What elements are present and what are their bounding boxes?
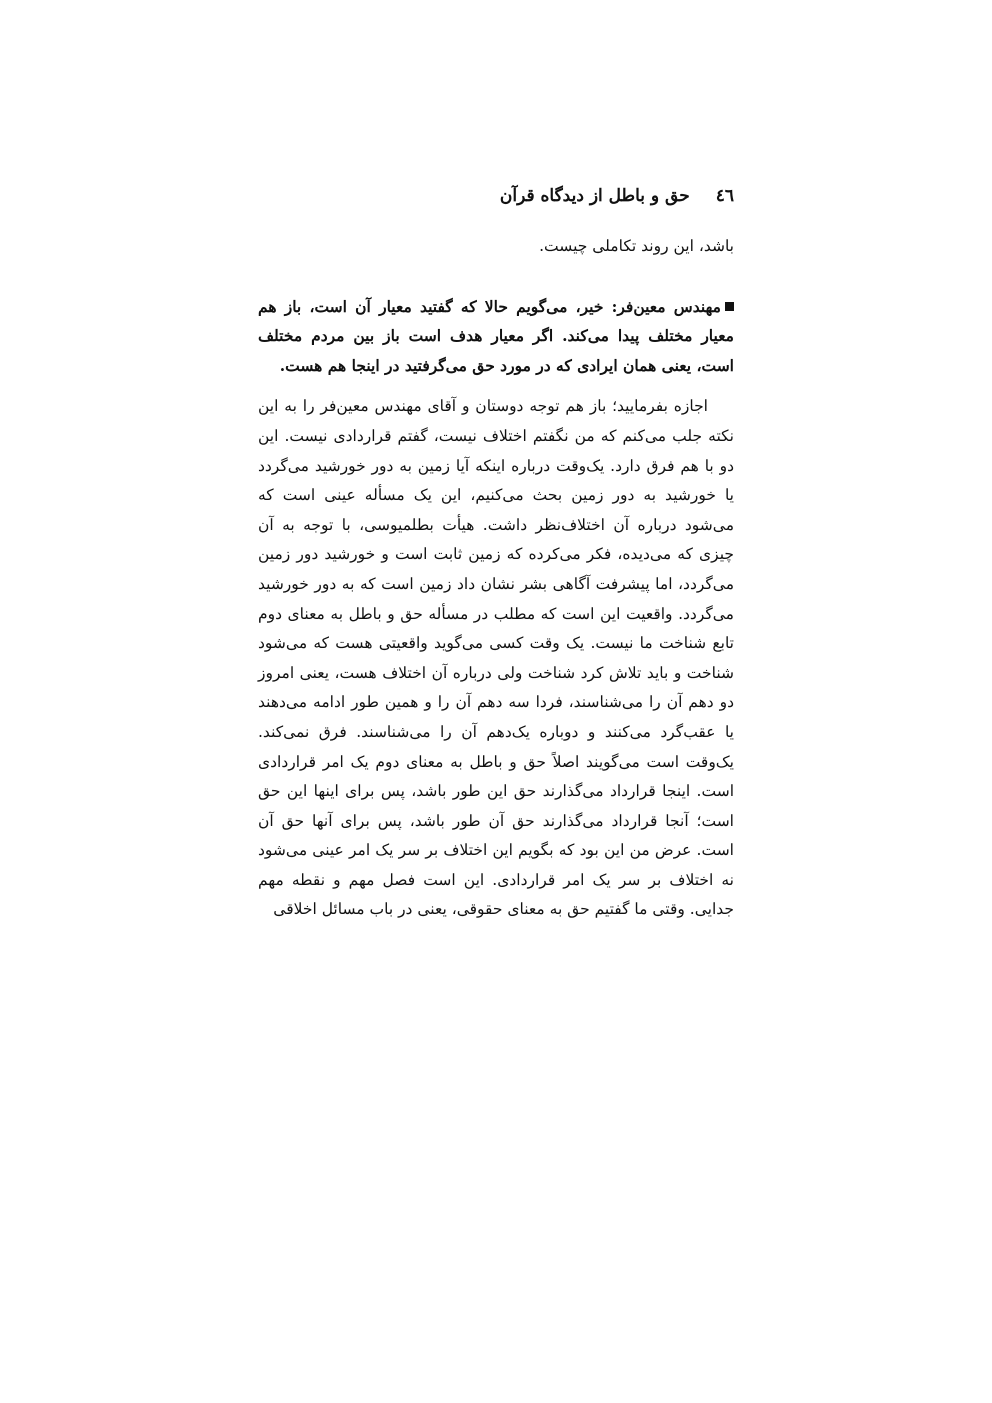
book-title: حق و باطل از دیدگاه قرآن — [499, 186, 690, 206]
question-text: مهندس معین‌فر: خیر، می‌گویم حالا که گفتید معیار آن است، باز هم معیار مختلف پیدا می‌کند. اگر معیار هدف است باز بین مردم مختلف است، یعنی همان ایرادی که در مورد حق می‌گرفتید در اینجا هم هست. — [258, 296, 734, 375]
square-bullet-icon — [725, 302, 734, 311]
answer-paragraph: اجازه بفرمایید؛ باز هم توجه دوستان و آقای مهندس معین‌فر را به این نکته جلب می‌کنم که من نگفتم اختلاف نیست، گفتم قراردادی نیست. این دو با هم فرق دارد. یک‌وقت درباره اینکه آیا زمین به دور خورشید می‌گردد یا خورشید به دور زمین بحث می‌کنیم، این یک مسأله عینی است که می‌شود درباره آن اختلاف‌نظر داشت. هیأت بطلمیوسی، با توجه به آن چیزی که می‌دیده، فکر می‌کرده که زمین ثابت است و خورشید دور زمین می‌گردد، اما پیشرفت آگاهی بشر نشان داد زمین است که به دور خورشید می‌گردد. واقعیت این است که مطلب در مسأله حق و باطل به معنای دوم تابع شناخت ما نیست. یک وقت کسی می‌گوید واقعیتی هست که می‌شود شناخت و باید تلاش کرد شناخت ولی درباره آن اختلاف هست، یعنی امروز دو دهم آن را می‌شناسند، فردا سه دهم آن را و همین طور ادامه می‌دهند یا عقب‌گرد می‌کنند و دوباره یک‌دهم آن را می‌شناسند. فرق نمی‌کند. یک‌وقت است می‌گویند اصلاً حق و باطل به معنای دوم یک امر قراردادی است. اینجا قرارداد می‌گذارند حق این طور باشد، پس برای اینها این حق است؛ آنجا قرارداد می‌گذارند حق آن طور باشد، پس برای آنها حق آن است. عرض من این بود که بگویم این اختلاف بر سر یک امر عینی می‌شود نه اختلاف بر سر یک امر قراردادی. این است فصل مهم و نقطه مهم جدایی. وقتی ما گفتیم حق به معنای حقوقی، یعنی در باب مسائل اخلاقی — [258, 397, 734, 919]
page-number: ٤٦ — [715, 186, 734, 206]
body-text — [258, 232, 734, 925]
continuation-paragraph: باشد، این روند تکاملی چیست. — [539, 237, 734, 255]
running-header — [500, 186, 734, 206]
question-paragraph — [258, 292, 734, 381]
